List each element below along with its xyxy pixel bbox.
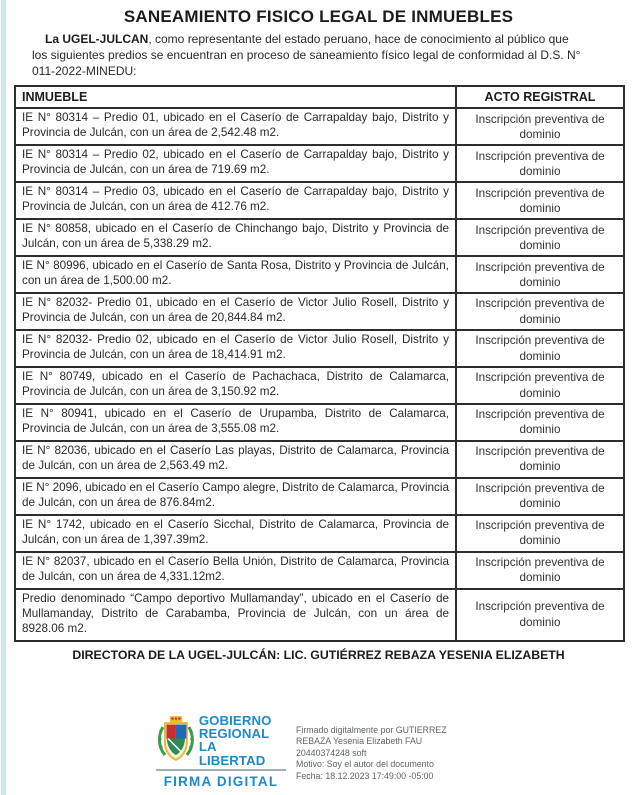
table-row — [15, 552, 624, 589]
table-row — [15, 293, 624, 330]
table-row — [15, 404, 624, 441]
acto-registral-cell: Inscripción preventiva de dominio — [456, 256, 624, 293]
inmueble-cell: IE N° 80858, ubicado en el Caserío de Chinchango bajo, Distrito y Provincia de Julcán, con un área de 5,338.29 m2. — [15, 219, 456, 256]
column-header-inmueble: INMUEBLE — [15, 86, 456, 108]
gobierno-regional-logo — [156, 714, 286, 789]
acto-registral-cell: Inscripción preventiva de dominio — [456, 367, 624, 404]
table-header-row — [15, 86, 624, 108]
acto-registral-cell: Inscripción preventiva de dominio — [456, 145, 624, 182]
org-line-2: REGIONAL — [198, 726, 270, 742]
column-header-acto-registral: ACTO REGISTRAL — [456, 86, 624, 108]
acto-registral-cell: Inscripción preventiva de dominio — [456, 293, 624, 330]
inmueble-cell: IE N° 80996, ubicado en el Caserío de Santa Rosa, Distrito y Provincia de Julcán, con un área de 1,500.00 m2. — [15, 256, 456, 293]
inmueble-cell: IE N° 2096, ubicado en el Caserío Campo alegre, Distrito de Calamarca, Provincia de Julcán, con un área de 876.84m2. — [15, 478, 456, 515]
table-row — [15, 441, 624, 478]
table-row — [15, 219, 624, 256]
inmueble-cell: IE N° 82037, ubicado en el Caserío Bella Unión, Distrito de Calamarca, Provincia de Julcán, con un área de 4,331.12m2. — [15, 552, 456, 589]
intro-paragraph — [32, 32, 581, 79]
signature-detail-line: Fecha: 18.12.2023 17:49:00 -05:00 — [296, 770, 434, 781]
inmueble-cell: Predio denominado “Campo deportivo Mullamanday”, ubicado en el Caserío de Mullamanday, Distrito de Carabamba, Provincia de Julcán, con un área de 8928.06 m2. — [15, 589, 456, 641]
properties-table — [14, 85, 625, 641]
acto-registral-cell: Inscripción preventiva de dominio — [456, 552, 624, 589]
intro-lead: La UGEL-JULCAN — [45, 32, 149, 46]
signature-detail-line: Motivo: Soy el autor del documento — [296, 759, 434, 770]
table-row — [15, 108, 624, 145]
table-row — [15, 182, 624, 219]
acto-registral-cell: Inscripción preventiva de dominio — [456, 515, 624, 552]
logo-divider — [156, 769, 286, 771]
acto-registral-cell: Inscripción preventiva de dominio — [456, 589, 624, 641]
intro-rest: , como representante del estado peruano, hace de conocimiento al público que los siguientes predios se encuentran en proceso de saneamiento físico legal de conformidad al D.S. N° 011-2022-MINEDU: — [32, 32, 581, 78]
table-body — [15, 108, 624, 640]
org-line-3: LA LIBERTAD — [198, 739, 266, 768]
inmueble-cell: IE N° 80749, ubicado en el Caserío de Pachachaca, Distrito de Calamarca, Provincia de Julcán, con un área de 3,150.92 m2. — [15, 367, 456, 404]
acto-registral-cell: Inscripción preventiva de dominio — [456, 441, 624, 478]
acto-registral-cell: Inscripción preventiva de dominio — [456, 182, 624, 219]
signature-detail-line: 20440374248 soft — [296, 747, 367, 758]
acto-registral-cell: Inscripción preventiva de dominio — [456, 478, 624, 515]
table-row — [15, 330, 624, 367]
org-name — [199, 714, 286, 767]
firma-digital-label: FIRMA DIGITAL — [163, 773, 279, 789]
directora-line: DIRECTORA DE LA UGEL-JULCÁN: LIC. GUTIÉRREZ REBAZA YESENIA ELIZABETH — [72, 647, 565, 662]
inmueble-cell: IE N° 80314 – Predio 01, ubicado en el Caserío de Carrapalday bajo, Distrito y Provincia de Julcán, con un área de 2,542.48 m2. — [15, 108, 456, 145]
inmueble-cell: IE N° 82032- Predio 01, ubicado en el Caserío de Victor Julio Rosell, Distrito y Provincia de Julcán, con un área de 20,844.84 m2. — [15, 293, 456, 330]
signature-details — [296, 714, 486, 782]
acto-registral-cell: Inscripción preventiva de dominio — [456, 108, 624, 145]
inmueble-cell: IE N° 82036, ubicado en el Caserío Las playas, Distrito de Calamarca, Provincia de Julcán, con un área de 2,563.49 m2. — [15, 441, 456, 478]
coat-of-arms-icon — [156, 715, 196, 765]
table-row — [15, 367, 624, 404]
inmueble-cell: IE N° 82032- Predio 02, ubicado en el Caserío de Victor Julio Rosell, Distrito y Provincia de Julcán, con un área de 18,414.91 m2. — [15, 330, 456, 367]
page-title: SANEAMIENTO FISICO LEGAL DE INMUEBLES — [123, 7, 514, 26]
table-row — [15, 145, 624, 182]
signature-detail-line: Firmado digitalmente por GUTIERREZ — [296, 725, 447, 735]
org-line-1: GOBIERNO — [198, 713, 272, 728]
acto-registral-cell: Inscripción preventiva de dominio — [456, 404, 624, 441]
table-row — [15, 478, 624, 515]
table-row — [15, 589, 624, 641]
table-row — [15, 515, 624, 552]
table-row — [15, 256, 624, 293]
inmueble-cell: IE N° 80314 – Predio 02, ubicado en el Caserío de Carrapalday bajo, Distrito y Provincia de Julcán, con un área de 719.69 m2. — [15, 145, 456, 182]
inmueble-cell: IE N° 80941, ubicado en el Caserío de Urupamba, Distrito de Calamarca, Provincia de Julcán, con un área de 3,555.08 m2. — [15, 404, 456, 441]
inmueble-cell: IE N° 1742, ubicado en el Caserío Sicchal, Distrito de Calamarca, Provincia de Julcán, con un área de 1,397.39m2. — [15, 515, 456, 552]
acto-registral-cell: Inscripción preventiva de dominio — [456, 219, 624, 256]
signature-detail-line: REBAZA Yesenia Elizabeth FAU — [296, 736, 423, 747]
digital-signature-block — [156, 714, 486, 789]
page-edge-strip — [1, 0, 6, 795]
inmueble-cell: IE N° 80314 – Predio 03, ubicado en el Caserío de Carrapalday bajo, Distrito y Provincia de Julcán, con un área de 412.76 m2. — [15, 182, 456, 219]
acto-registral-cell: Inscripción preventiva de dominio — [456, 330, 624, 367]
